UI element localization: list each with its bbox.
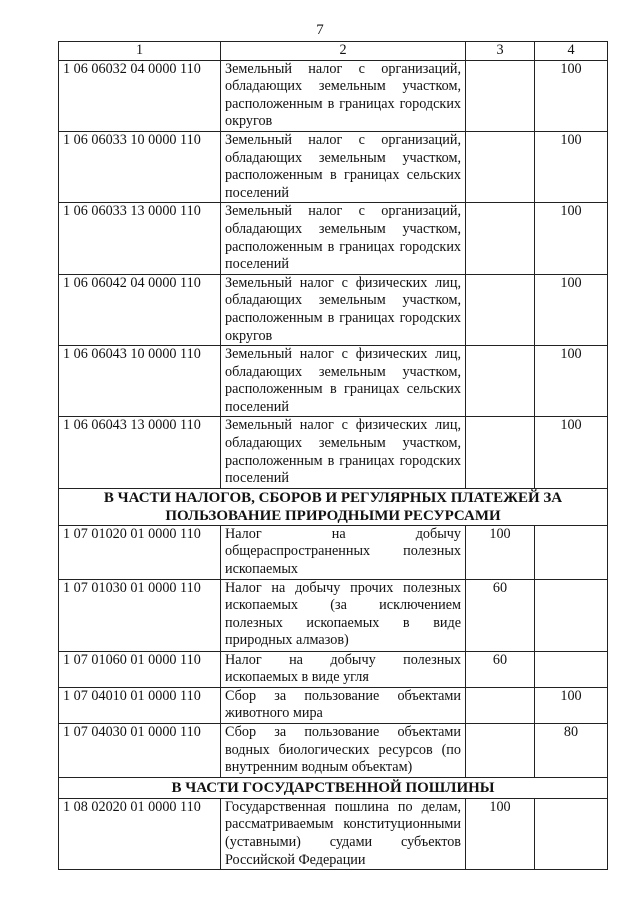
rate-column-4-value: 100 [560, 131, 582, 148]
rate-column-3 [466, 417, 535, 488]
table-row [59, 525, 608, 579]
rate-column-4 [535, 687, 608, 723]
table-row [59, 203, 608, 274]
rate-column-4-value: 100 [560, 203, 582, 220]
rate-column-4 [535, 579, 608, 651]
column-number-4: 4 [535, 42, 608, 61]
table-row [59, 724, 608, 778]
revenue-name: Сбор за пользование объектами животного мира [221, 687, 466, 723]
budget-classification-code: 1 06 06043 13 0000 110 [59, 417, 221, 488]
table-row [59, 687, 608, 723]
table-row [59, 798, 608, 869]
rate-column-3 [466, 60, 535, 131]
revenue-name: Земельный налог с физических лиц, обладающих земельным участком, расположенным в границах сельских поселений [221, 346, 466, 417]
budget-classification-code: 1 07 04030 01 0000 110 [59, 724, 221, 778]
rate-column-3-value: 60 [492, 579, 508, 596]
rate-column-4 [535, 274, 608, 345]
rate-column-4-value: 100 [560, 417, 582, 434]
table-row [59, 579, 608, 651]
rate-column-4 [535, 60, 608, 131]
revenue-name: Налог на добычу полезных ископаемых в виде угля [221, 651, 466, 687]
header-row [59, 42, 608, 61]
revenue-name: Земельный налог с физических лиц, обладающих земельным участком, расположенным в границах городских округов [221, 274, 466, 345]
rate-column-4 [535, 724, 608, 778]
rate-column-4 [535, 203, 608, 274]
rate-column-3-value: 100 [489, 525, 511, 542]
table-row [59, 651, 608, 687]
budget-classification-code: 1 08 02020 01 0000 110 [59, 798, 221, 869]
budget-classification-code: 1 07 04010 01 0000 110 [59, 687, 221, 723]
rate-column-3-value: 100 [489, 798, 511, 815]
rate-column-4 [535, 798, 608, 869]
rate-column-3 [466, 798, 535, 869]
section-title: В ЧАСТИ НАЛОГОВ, СБОРОВ И РЕГУЛЯРНЫХ ПЛАТЕЖЕЙ ЗА ПОЛЬЗОВАНИЕ ПРИРОДНЫМИ РЕСУРСАМИ [59, 488, 608, 525]
table-row [59, 346, 608, 417]
rate-column-3-value: 60 [492, 651, 508, 668]
table-row [59, 60, 608, 131]
rate-column-3 [466, 203, 535, 274]
revenue-name: Налог на добычу прочих полезных ископаемых (за исключением полезных ископаемых в виде природных алмазов) [221, 579, 466, 651]
column-number-1: 1 [59, 42, 221, 61]
rate-column-4-value: 100 [560, 60, 582, 77]
section-header-row [59, 488, 608, 525]
table-row [59, 274, 608, 345]
budget-classification-code: 1 06 06042 04 0000 110 [59, 274, 221, 345]
revenue-name: Сбор за пользование объектами водных биологических ресурсов (по внутренним водным объектам) [221, 724, 466, 778]
revenue-name: Земельный налог с организаций, обладающих земельным участком, расположенным в границах городских округов [221, 60, 466, 131]
rate-column-4 [535, 525, 608, 579]
section-header-row [59, 777, 608, 798]
revenue-name: Земельный налог с организаций, обладающих земельным участком, расположенным в границах городских поселений [221, 203, 466, 274]
rate-column-4 [535, 131, 608, 202]
revenue-name: Земельный налог с физических лиц, обладающих земельным участком, расположенным в границах городских поселений [221, 417, 466, 488]
table-row [59, 131, 608, 202]
budget-classification-code: 1 07 01030 01 0000 110 [59, 579, 221, 651]
revenue-name: Земельный налог с организаций, обладающих земельным участком, расположенным в границах сельских поселений [221, 131, 466, 202]
page-number: 7 [316, 22, 324, 38]
budget-classification-code: 1 06 06043 10 0000 110 [59, 346, 221, 417]
column-number-2: 2 [221, 42, 466, 61]
column-number-3: 3 [466, 42, 535, 61]
budget-classification-code: 1 06 06033 13 0000 110 [59, 203, 221, 274]
section-title: В ЧАСТИ ГОСУДАРСТВЕННОЙ ПОШЛИНЫ [59, 777, 608, 798]
budget-classification-code: 1 07 01020 01 0000 110 [59, 525, 221, 579]
revenue-name: Налог на добычу общераспространенных полезных ископаемых [221, 525, 466, 579]
budget-classification-code: 1 06 06032 04 0000 110 [59, 60, 221, 131]
budget-classification-code: 1 06 06033 10 0000 110 [59, 131, 221, 202]
rate-column-4 [535, 417, 608, 488]
rate-column-4-value: 100 [560, 687, 582, 704]
rate-column-3 [466, 579, 535, 651]
rate-column-3 [466, 346, 535, 417]
rate-column-4-value: 80 [563, 724, 579, 740]
table-row [59, 417, 608, 488]
rate-column-4-value: 100 [560, 346, 582, 363]
budget-classification-code: 1 07 01060 01 0000 110 [59, 651, 221, 687]
rate-column-3 [466, 687, 535, 723]
revenue-name: Государственная пошлина по делам, рассматриваемым конституционными (уставными) судами субъектов Российской Федерации [221, 798, 466, 869]
rate-column-3 [466, 651, 535, 687]
rate-column-3 [466, 724, 535, 778]
rate-column-4-value: 100 [560, 274, 582, 291]
rate-column-3 [466, 131, 535, 202]
revenue-distribution-table [58, 41, 608, 870]
rate-column-3 [466, 274, 535, 345]
rate-column-4 [535, 346, 608, 417]
rate-column-3 [466, 525, 535, 579]
rate-column-4 [535, 651, 608, 687]
